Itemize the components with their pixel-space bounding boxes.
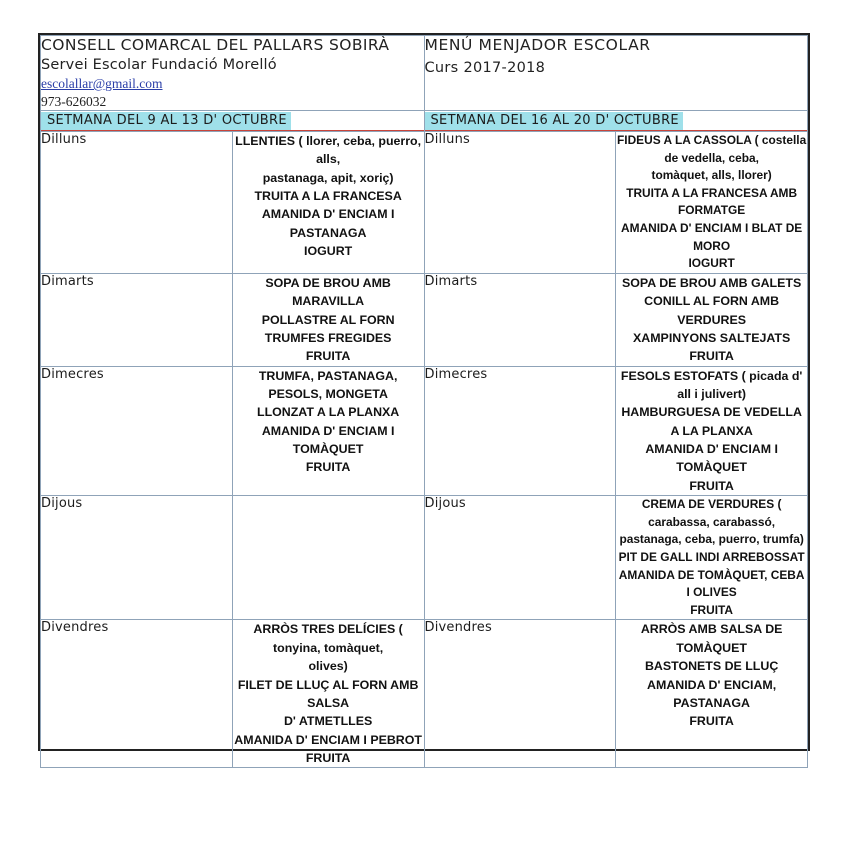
dish-line: FRUITA bbox=[305, 750, 351, 765]
table-row bbox=[41, 496, 808, 620]
dish-line: pastanaga, apit, xoriç) bbox=[262, 170, 394, 185]
dishes-week2-tuesday bbox=[616, 273, 808, 366]
day-label-week2-thursday: Dijous bbox=[424, 496, 616, 620]
dish-line: AMANIDA D' ENCIAM I PASTANAGA bbox=[261, 207, 395, 240]
organization-block bbox=[41, 36, 425, 111]
dish-line: PIT DE GALL INDI ARREBOSSAT bbox=[618, 550, 805, 565]
week-banner-row bbox=[41, 111, 808, 132]
table-row bbox=[41, 132, 808, 274]
dish-line: IOGURT bbox=[304, 244, 353, 259]
day-label-week2-wednesday: Dimecres bbox=[424, 366, 616, 496]
dishes-week2-wednesday bbox=[616, 366, 808, 496]
organization-name: CONSELL COMARCAL DEL PALLARS SOBIRÀ bbox=[41, 36, 390, 54]
dishes-week1-tuesday bbox=[232, 273, 424, 366]
dish-line: IOGURT bbox=[688, 256, 735, 271]
dish-line: D' ATMETLLES bbox=[283, 714, 373, 729]
dish-line: FRUITA bbox=[689, 714, 734, 729]
dish-line: tomàquet, alls, llorer) bbox=[651, 168, 772, 183]
day-label-week1-monday: Dilluns bbox=[41, 132, 233, 274]
dishes-week1-thursday bbox=[232, 496, 424, 620]
dish-line: FILET DE LLUÇ AL FORN AMB SALSA bbox=[237, 677, 419, 710]
dish-line: AMANIDA D' ENCIAM I PEBROT bbox=[234, 732, 422, 747]
dish-line: FRUITA bbox=[305, 460, 351, 475]
day-label-week2-friday: Divendres bbox=[424, 620, 616, 768]
table-row bbox=[41, 620, 808, 768]
day-label-week2-monday: Dilluns bbox=[424, 132, 616, 274]
dish-line: TRUMFES FREGIDES bbox=[264, 330, 392, 345]
phone-number: 973-626032 bbox=[41, 94, 107, 109]
dish-line: AMANIDA D' ENCIAM I TOMÀQUET bbox=[261, 423, 395, 457]
dish-line: FRUITA bbox=[690, 602, 733, 617]
dish-line: AMANIDA D' ENCIAM I TOMÀQUET bbox=[645, 442, 778, 475]
day-label-week1-thursday: Dijous bbox=[41, 496, 233, 620]
page-title: MENÚ MENJADOR ESCOLAR bbox=[424, 36, 651, 54]
dish-line: TRUMFA, PASTANAGA, PESOLS, MONGETA bbox=[258, 368, 398, 402]
dish-line: LLONZAT A LA PLANXA bbox=[257, 405, 400, 420]
table-row bbox=[41, 273, 808, 366]
dish-line: XAMPINYONS SALTEJATS bbox=[633, 330, 791, 345]
dish-line: pastanaga, ceba, puerro, trumfa) bbox=[619, 532, 804, 547]
week-banner-cell-2 bbox=[424, 111, 808, 132]
week-banner-cell-1 bbox=[41, 111, 425, 132]
dish-line: ARRÒS TRES DELÍCIES ( tonyina, tomàquet, bbox=[253, 622, 403, 655]
dishes-week1-monday bbox=[232, 132, 424, 274]
service-name: Servei Escolar Fundació Morelló bbox=[41, 57, 277, 73]
dish-line: LLENTIES ( llorer, ceba, puerro, alls, bbox=[235, 134, 422, 167]
menu-table bbox=[40, 35, 808, 768]
document-title-block bbox=[424, 36, 808, 111]
dish-line: FESOLS ESTOFATS ( picada d' all i julivert) bbox=[620, 368, 803, 402]
table-header-row bbox=[41, 36, 808, 111]
dish-line: POLLASTRE AL FORN bbox=[261, 312, 395, 327]
dish-line: SOPA DE BROU AMB MARAVILLA bbox=[265, 275, 391, 309]
week-1-label: SETMANA DEL 9 AL 13 D' OCTUBRE bbox=[41, 112, 291, 130]
school-year: Curs 2017-2018 bbox=[424, 60, 546, 76]
dish-line: CONILL AL FORN AMB VERDURES bbox=[644, 294, 780, 327]
dish-line: AMANIDA D' ENCIAM, PASTANAGA bbox=[647, 677, 777, 710]
table-row bbox=[41, 366, 808, 496]
dish-line: SOPA DE BROU AMB GALETS bbox=[622, 275, 802, 290]
dish-line: TRUITA A LA FRANCESA bbox=[254, 189, 402, 204]
dish-line: TRUITA A LA FRANCESA AMB FORMATGE bbox=[626, 185, 798, 218]
dish-line: FRUITA bbox=[305, 349, 351, 364]
dishes-week2-friday bbox=[616, 620, 808, 768]
day-label-week1-wednesday: Dimecres bbox=[41, 366, 233, 496]
dish-line: AMANIDA D' ENCIAM I BLAT DE MORO bbox=[621, 221, 803, 253]
menu-document bbox=[38, 33, 810, 765]
dish-line: FRUITA bbox=[689, 349, 734, 364]
dish-line: FIDEUS A LA CASSOLA ( costella de vedella, ceba, bbox=[617, 133, 807, 165]
dish-line: AMANIDA DE TOMÀQUET, CEBA I OLIVES bbox=[618, 567, 805, 600]
dish-line: ARRÒS AMB SALSA DE TOMÀQUET bbox=[640, 622, 783, 655]
dish-line: BASTONETS DE LLUÇ bbox=[644, 659, 779, 674]
email-link[interactable]: escolallar@gmail.com bbox=[41, 76, 163, 91]
day-label-week2-tuesday: Dimarts bbox=[424, 273, 616, 366]
week-2-label: SETMANA DEL 16 AL 20 D' OCTUBRE bbox=[425, 112, 683, 130]
dish-line: FRUITA bbox=[689, 478, 734, 493]
dish-line: HAMBURGUESA DE VEDELLA A LA PLANXA bbox=[621, 405, 802, 438]
dishes-week2-monday bbox=[616, 132, 808, 274]
dish-line: CREMA DE VERDURES ( carabassa, carabassó, bbox=[641, 497, 782, 529]
day-label-week1-tuesday: Dimarts bbox=[41, 273, 233, 366]
day-label-week1-friday: Divendres bbox=[41, 620, 233, 768]
dishes-week1-wednesday bbox=[232, 366, 424, 496]
dish-line: olives) bbox=[308, 659, 348, 674]
dishes-week2-thursday bbox=[616, 496, 808, 620]
dishes-week1-friday bbox=[232, 620, 424, 768]
